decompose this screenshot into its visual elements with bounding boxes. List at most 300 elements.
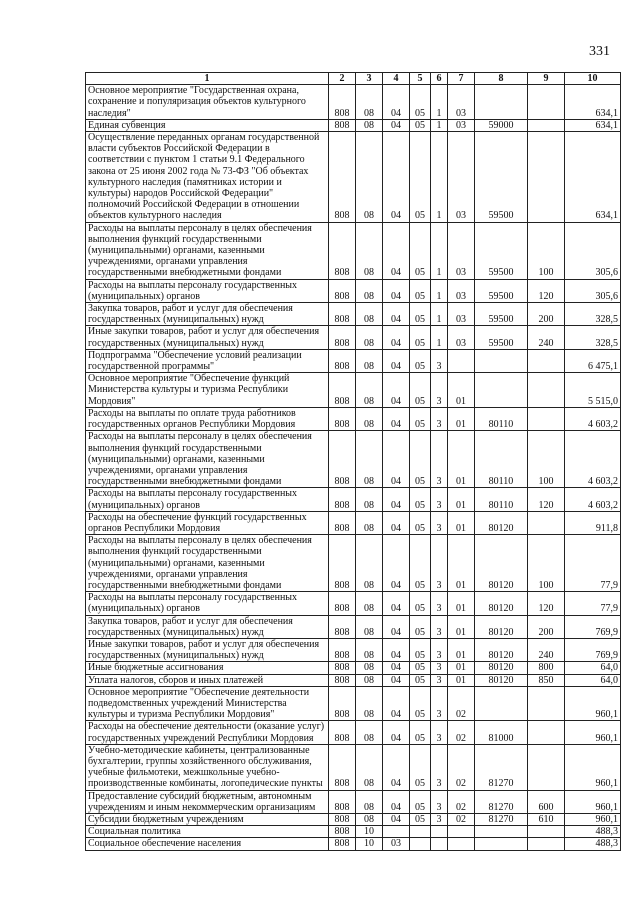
code-section: 08 (356, 790, 383, 813)
row-name: Учебно-методические кабинеты, централизованные бухгалтерии, группы хозяйственного обслуживания, учебные фильмотеки, межшкольные учебно-производственные комбинаты, логопедические пункты (86, 744, 329, 790)
code-subsection: 04 (383, 615, 410, 638)
code-admin: 808 (329, 592, 356, 615)
code-direction: 80120 (475, 638, 528, 661)
code-section: 08 (356, 373, 383, 408)
amount: 305,6 (565, 222, 621, 279)
code-section: 08 (356, 488, 383, 511)
code-subprogram: 3 (431, 407, 448, 430)
code-admin: 808 (329, 721, 356, 744)
code-event: 01 (448, 431, 475, 488)
code-section: 08 (356, 638, 383, 661)
amount: 4 603,2 (565, 488, 621, 511)
amount: 5 515,0 (565, 373, 621, 408)
code-program: 05 (410, 431, 431, 488)
code-subprogram: 1 (431, 326, 448, 349)
code-event: 01 (448, 662, 475, 674)
code-subsection: 04 (383, 431, 410, 488)
code-section: 08 (356, 744, 383, 790)
code-section: 10 (356, 826, 383, 838)
row-name: Расходы на выплаты по оплате труда работников государственных органов Республики Мордовия (86, 407, 329, 430)
column-header: 10 (565, 73, 621, 85)
code-event: 02 (448, 721, 475, 744)
code-subsection: 04 (383, 279, 410, 302)
column-header: 7 (448, 73, 475, 85)
code-admin: 808 (329, 488, 356, 511)
amount: 960,1 (565, 814, 621, 826)
page-number: 331 (589, 44, 610, 59)
row-name: Социальное обеспечение населения (86, 838, 329, 850)
code-expense-type (528, 721, 565, 744)
code-subprogram: 1 (431, 222, 448, 279)
code-program: 05 (410, 326, 431, 349)
code-subprogram: 3 (431, 431, 448, 488)
row-name: Расходы на обеспечение функций государственных органов Республики Мордовия (86, 511, 329, 534)
row-name: Субсидии бюджетным учреждениям (86, 814, 329, 826)
code-program: 05 (410, 85, 431, 120)
code-admin: 808 (329, 814, 356, 826)
code-section: 08 (356, 119, 383, 131)
row-name: Уплата налогов, сборов и иных платежей (86, 674, 329, 686)
code-subsection: 04 (383, 744, 410, 790)
code-expense-type (528, 349, 565, 372)
code-expense-type (528, 373, 565, 408)
row-name: Расходы на выплаты персоналу в целях обеспечения выполнения функций государственными (муниципальными) органами, казенными учреждениями, органами управления государственными внебюджетными фондами (86, 535, 329, 592)
amount: 328,5 (565, 326, 621, 349)
code-admin: 808 (329, 662, 356, 674)
code-direction: 81000 (475, 721, 528, 744)
column-header: 1 (86, 73, 329, 85)
code-program: 05 (410, 222, 431, 279)
code-subprogram: 3 (431, 674, 448, 686)
table-header-row (86, 73, 621, 85)
code-direction: 81270 (475, 790, 528, 813)
table-row (86, 826, 621, 838)
code-admin: 808 (329, 279, 356, 302)
code-subprogram: 3 (431, 488, 448, 511)
code-admin: 808 (329, 222, 356, 279)
code-admin: 808 (329, 326, 356, 349)
code-direction: 80120 (475, 592, 528, 615)
code-section: 08 (356, 535, 383, 592)
code-direction: 59500 (475, 279, 528, 302)
amount: 634,1 (565, 119, 621, 131)
code-subsection: 04 (383, 326, 410, 349)
code-subsection: 04 (383, 303, 410, 326)
code-direction (475, 826, 528, 838)
code-event: 01 (448, 674, 475, 686)
code-subsection: 04 (383, 511, 410, 534)
amount: 634,1 (565, 132, 621, 223)
row-name: Иные закупки товаров, работ и услуг для обеспечения государственных (муниципальных) нужд (86, 326, 329, 349)
table-row (86, 790, 621, 813)
code-section: 08 (356, 132, 383, 223)
amount: 960,1 (565, 790, 621, 813)
amount: 960,1 (565, 721, 621, 744)
code-event (448, 349, 475, 372)
code-admin: 808 (329, 132, 356, 223)
amount: 305,6 (565, 279, 621, 302)
code-event: 01 (448, 511, 475, 534)
code-event: 01 (448, 592, 475, 615)
code-section: 08 (356, 407, 383, 430)
code-event: 02 (448, 744, 475, 790)
code-program: 05 (410, 592, 431, 615)
code-program: 05 (410, 488, 431, 511)
table-row (86, 326, 621, 349)
table-row (86, 488, 621, 511)
row-name: Основное мероприятие "Обеспечение функций Министерства культуры и туризма Республики Мордовия" (86, 373, 329, 408)
code-direction: 80110 (475, 431, 528, 488)
code-direction: 81270 (475, 814, 528, 826)
row-name: Расходы на выплаты персоналу в целях обеспечения выполнения функций государственными (муниципальными) органами, казенными учреждениями, органами управления государственными внебюджетными фондами (86, 431, 329, 488)
code-program: 05 (410, 132, 431, 223)
code-subsection: 03 (383, 838, 410, 850)
row-name: Иные бюджетные ассигнования (86, 662, 329, 674)
code-expense-type (528, 686, 565, 721)
table-row (86, 638, 621, 661)
code-expense-type (528, 511, 565, 534)
table-row (86, 674, 621, 686)
code-expense-type: 850 (528, 674, 565, 686)
code-subprogram: 1 (431, 303, 448, 326)
row-name: Расходы на обеспечение деятельности (оказание услуг) государственных учреждений Республики Мордовия (86, 721, 329, 744)
code-subprogram: 1 (431, 279, 448, 302)
code-program: 05 (410, 119, 431, 131)
row-name: Расходы на выплаты персоналу государственных (муниципальных) органов (86, 279, 329, 302)
code-direction: 59500 (475, 303, 528, 326)
code-direction: 80120 (475, 511, 528, 534)
code-program: 05 (410, 407, 431, 430)
code-subprogram: 3 (431, 592, 448, 615)
code-program: 05 (410, 686, 431, 721)
code-subsection: 04 (383, 349, 410, 372)
code-direction: 59000 (475, 119, 528, 131)
code-program (410, 838, 431, 850)
code-program: 05 (410, 303, 431, 326)
code-subsection: 04 (383, 119, 410, 131)
code-program: 05 (410, 674, 431, 686)
code-subsection: 04 (383, 814, 410, 826)
row-name: Расходы на выплаты персоналу в целях обеспечения выполнения функций государственными (муниципальными) органами, казенными учреждениями, органами управления государственными внебюджетными фондами (86, 222, 329, 279)
row-name: Закупка товаров, работ и услуг для обеспечения государственных (муниципальных) нужд (86, 615, 329, 638)
code-direction: 80120 (475, 662, 528, 674)
code-subsection: 04 (383, 222, 410, 279)
amount: 4 603,2 (565, 431, 621, 488)
code-subsection (383, 826, 410, 838)
code-subprogram: 3 (431, 638, 448, 661)
code-event: 01 (448, 407, 475, 430)
code-event: 03 (448, 222, 475, 279)
table-row (86, 407, 621, 430)
code-event: 01 (448, 615, 475, 638)
code-admin: 808 (329, 838, 356, 850)
code-program: 05 (410, 790, 431, 813)
amount: 911,8 (565, 511, 621, 534)
code-subprogram: 3 (431, 721, 448, 744)
code-section: 10 (356, 838, 383, 850)
code-subsection: 04 (383, 407, 410, 430)
code-subsection: 04 (383, 132, 410, 223)
code-direction: 80120 (475, 535, 528, 592)
code-event: 03 (448, 326, 475, 349)
code-subprogram: 1 (431, 85, 448, 120)
table-row (86, 119, 621, 131)
code-direction: 80110 (475, 488, 528, 511)
code-direction: 80120 (475, 674, 528, 686)
code-section: 08 (356, 85, 383, 120)
code-admin: 808 (329, 85, 356, 120)
code-program: 05 (410, 373, 431, 408)
amount: 960,1 (565, 686, 621, 721)
code-subsection: 04 (383, 638, 410, 661)
column-header: 3 (356, 73, 383, 85)
code-admin: 808 (329, 119, 356, 131)
code-expense-type (528, 407, 565, 430)
row-name: Закупка товаров, работ и услуг для обеспечения государственных (муниципальных) нужд (86, 303, 329, 326)
code-program: 05 (410, 615, 431, 638)
code-expense-type (528, 838, 565, 850)
amount: 64,0 (565, 674, 621, 686)
row-name: Расходы на выплаты персоналу государственных (муниципальных) органов (86, 488, 329, 511)
row-name: Социальная политика (86, 826, 329, 838)
code-event: 03 (448, 85, 475, 120)
column-header: 4 (383, 73, 410, 85)
code-admin: 808 (329, 615, 356, 638)
table-row (86, 686, 621, 721)
amount: 634,1 (565, 85, 621, 120)
column-header: 2 (329, 73, 356, 85)
code-event: 02 (448, 814, 475, 826)
code-direction: 80120 (475, 615, 528, 638)
code-program (410, 826, 431, 838)
code-direction: 80110 (475, 407, 528, 430)
code-expense-type (528, 132, 565, 223)
code-subprogram: 3 (431, 814, 448, 826)
code-expense-type: 200 (528, 615, 565, 638)
row-name: Единая субвенция (86, 119, 329, 131)
code-program: 05 (410, 511, 431, 534)
code-admin: 808 (329, 535, 356, 592)
code-event: 01 (448, 488, 475, 511)
code-subprogram: 3 (431, 615, 448, 638)
code-program: 05 (410, 279, 431, 302)
row-name: Предоставление субсидий бюджетным, автономным учреждениям и иным некоммерческим организациям (86, 790, 329, 813)
table-row (86, 373, 621, 408)
code-subsection: 04 (383, 674, 410, 686)
table-row (86, 222, 621, 279)
table-row (86, 85, 621, 120)
code-expense-type: 800 (528, 662, 565, 674)
code-program: 05 (410, 744, 431, 790)
amount: 769,9 (565, 638, 621, 661)
code-expense-type: 100 (528, 222, 565, 279)
code-expense-type: 120 (528, 592, 565, 615)
amount: 77,9 (565, 592, 621, 615)
code-subsection: 04 (383, 535, 410, 592)
code-event: 03 (448, 119, 475, 131)
code-program: 05 (410, 662, 431, 674)
code-expense-type: 100 (528, 535, 565, 592)
code-direction: 59500 (475, 132, 528, 223)
code-expense-type (528, 826, 565, 838)
code-event: 03 (448, 279, 475, 302)
table-row (86, 431, 621, 488)
code-subprogram (431, 826, 448, 838)
code-program: 05 (410, 535, 431, 592)
amount: 6 475,1 (565, 349, 621, 372)
code-expense-type: 120 (528, 488, 565, 511)
code-section: 08 (356, 592, 383, 615)
code-admin: 808 (329, 790, 356, 813)
code-event: 01 (448, 373, 475, 408)
code-subprogram (431, 838, 448, 850)
code-subprogram: 3 (431, 790, 448, 813)
code-direction: 59500 (475, 222, 528, 279)
table-row (86, 303, 621, 326)
code-section: 08 (356, 279, 383, 302)
code-section: 08 (356, 222, 383, 279)
code-expense-type (528, 744, 565, 790)
code-expense-type: 200 (528, 303, 565, 326)
code-direction (475, 686, 528, 721)
column-header: 6 (431, 73, 448, 85)
code-direction: 81270 (475, 744, 528, 790)
code-subprogram: 3 (431, 744, 448, 790)
table-row (86, 592, 621, 615)
code-subprogram: 3 (431, 662, 448, 674)
code-program: 05 (410, 814, 431, 826)
code-program: 05 (410, 638, 431, 661)
code-subsection: 04 (383, 721, 410, 744)
code-subprogram: 3 (431, 535, 448, 592)
column-header: 8 (475, 73, 528, 85)
code-admin: 808 (329, 686, 356, 721)
code-admin: 808 (329, 373, 356, 408)
row-name: Основное мероприятие "Государственная охрана, сохранение и популяризация объектов культурного наследия" (86, 85, 329, 120)
table-row (86, 279, 621, 302)
amount: 960,1 (565, 744, 621, 790)
code-direction (475, 349, 528, 372)
code-subprogram: 3 (431, 373, 448, 408)
code-section: 08 (356, 326, 383, 349)
code-section: 08 (356, 662, 383, 674)
code-expense-type: 100 (528, 431, 565, 488)
table-body (86, 85, 621, 850)
code-expense-type: 610 (528, 814, 565, 826)
code-section: 08 (356, 721, 383, 744)
code-admin: 808 (329, 407, 356, 430)
code-program: 05 (410, 721, 431, 744)
code-event (448, 826, 475, 838)
code-admin: 808 (329, 826, 356, 838)
table-row (86, 744, 621, 790)
table-row (86, 132, 621, 223)
amount: 64,0 (565, 662, 621, 674)
table-row (86, 814, 621, 826)
code-subsection: 04 (383, 85, 410, 120)
code-section: 08 (356, 303, 383, 326)
code-event: 02 (448, 686, 475, 721)
row-name: Основное мероприятие "Обеспечение деятельности подведомственных учреждений Министерства культуры и туризма Республики Мордовия" (86, 686, 329, 721)
code-subsection: 04 (383, 373, 410, 408)
amount: 488,3 (565, 838, 621, 850)
code-section: 08 (356, 615, 383, 638)
code-subprogram: 3 (431, 686, 448, 721)
code-admin: 808 (329, 511, 356, 534)
code-section: 08 (356, 431, 383, 488)
code-event: 02 (448, 790, 475, 813)
table-row (86, 838, 621, 850)
code-expense-type: 120 (528, 279, 565, 302)
code-admin: 808 (329, 431, 356, 488)
code-direction (475, 838, 528, 850)
code-section: 08 (356, 349, 383, 372)
code-admin: 808 (329, 349, 356, 372)
code-direction: 59500 (475, 326, 528, 349)
table-row (86, 662, 621, 674)
code-event: 01 (448, 535, 475, 592)
column-header: 5 (410, 73, 431, 85)
code-section: 08 (356, 511, 383, 534)
code-expense-type: 240 (528, 326, 565, 349)
code-subsection: 04 (383, 488, 410, 511)
code-event: 01 (448, 638, 475, 661)
code-direction (475, 85, 528, 120)
code-section: 08 (356, 686, 383, 721)
code-event (448, 838, 475, 850)
code-direction (475, 373, 528, 408)
code-subprogram: 1 (431, 119, 448, 131)
code-expense-type: 600 (528, 790, 565, 813)
code-event: 03 (448, 132, 475, 223)
row-name: Осуществление переданных органам государственной власти субъектов Российской Федерации в соответствии с пунктом 1 статьи 9.1 Федерального закона от 25 июня 2002 года № 73-ФЗ "Об объектах культурного наследия (памятниках истории и культуры) народов Российской Федерации" полномочий Российской Федерации в отношении объектов культурного наследия (86, 132, 329, 223)
code-subprogram: 3 (431, 349, 448, 372)
row-name: Расходы на выплаты персоналу государственных (муниципальных) органов (86, 592, 329, 615)
code-expense-type (528, 85, 565, 120)
code-program: 05 (410, 349, 431, 372)
code-expense-type (528, 119, 565, 131)
table-row (86, 721, 621, 744)
amount: 769,9 (565, 615, 621, 638)
code-subprogram: 3 (431, 511, 448, 534)
code-subsection: 04 (383, 686, 410, 721)
budget-table (85, 72, 621, 851)
table-row (86, 535, 621, 592)
code-admin: 808 (329, 744, 356, 790)
table-row (86, 615, 621, 638)
code-subsection: 04 (383, 662, 410, 674)
code-subprogram: 1 (431, 132, 448, 223)
row-name: Иные закупки товаров, работ и услуг для обеспечения государственных (муниципальных) нужд (86, 638, 329, 661)
code-event: 03 (448, 303, 475, 326)
code-expense-type: 240 (528, 638, 565, 661)
column-header: 9 (528, 73, 565, 85)
code-section: 08 (356, 814, 383, 826)
amount: 328,5 (565, 303, 621, 326)
code-admin: 808 (329, 674, 356, 686)
row-name: Подпрограмма "Обеспечение условий реализации государственной программы" (86, 349, 329, 372)
code-admin: 808 (329, 303, 356, 326)
code-admin: 808 (329, 638, 356, 661)
amount: 77,9 (565, 535, 621, 592)
code-section: 08 (356, 674, 383, 686)
amount: 488,3 (565, 826, 621, 838)
amount: 4 603,2 (565, 407, 621, 430)
code-subsection: 04 (383, 790, 410, 813)
table-row (86, 511, 621, 534)
table-row (86, 349, 621, 372)
code-subsection: 04 (383, 592, 410, 615)
